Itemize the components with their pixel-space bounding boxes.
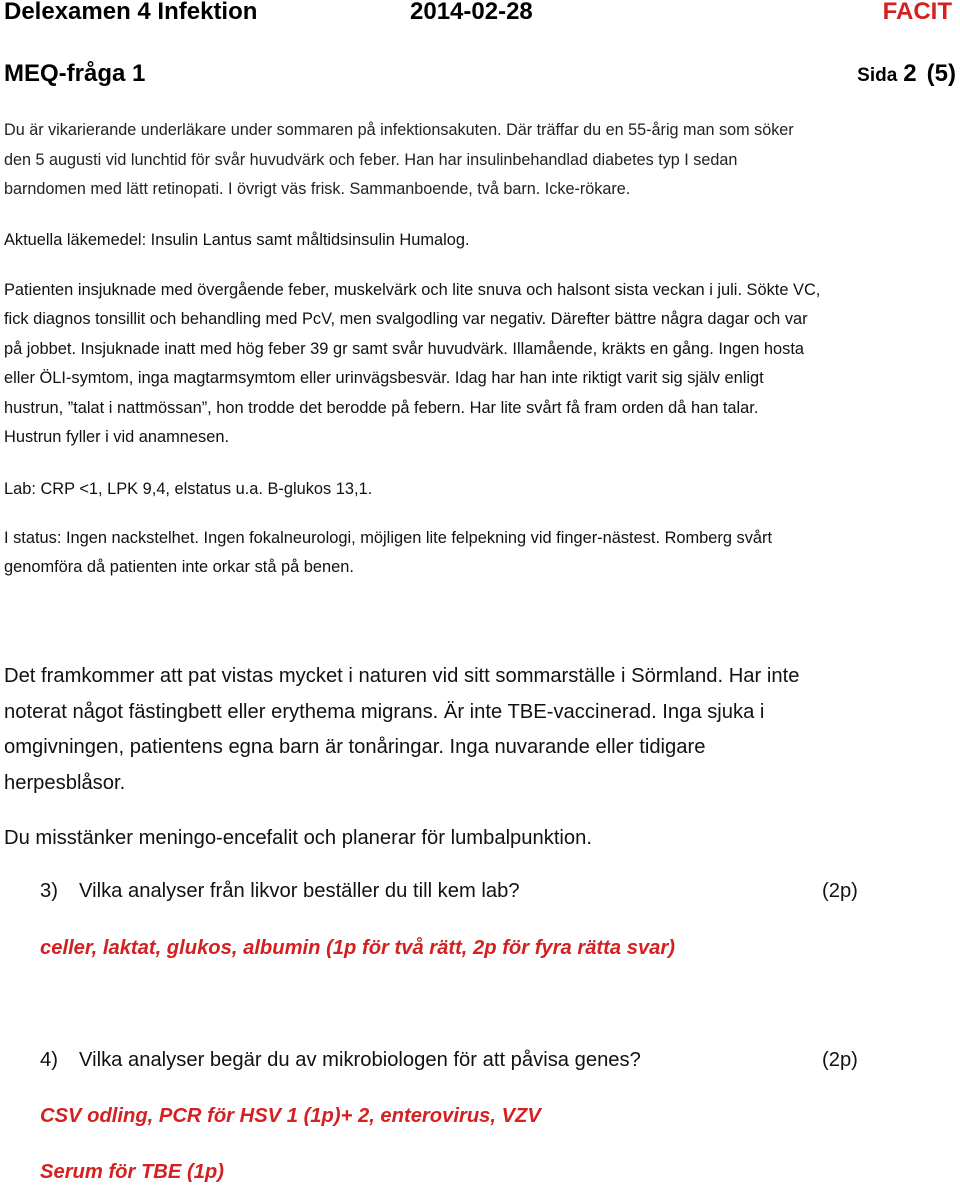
question-4-number: 4) [40, 1049, 58, 1071]
history-paragraph [4, 276, 820, 452]
exam-title: Delexamen 4 Infektion [4, 0, 258, 25]
history-line: på jobbet. Insjuknade inatt med hög feber 39 gr samt svår huvudvärk. Illamående, kräkts en gång. Ingen hosta [4, 339, 804, 358]
intro-line: den 5 augusti vid lunchtid för svår huvudvärk och feber. Han har insulinbehandlad diabetes typ I sedan [4, 150, 738, 169]
question-3-answer: celler, laktat, glukos, albumin (1p för två rätt, 2p för fyra rätta svar) [40, 937, 675, 959]
question-title: MEQ-fråga 1 [4, 60, 146, 87]
status-paragraph [4, 524, 772, 583]
question-4-points: (2p) [822, 1049, 858, 1071]
status-line: I status: Ingen nackstelhet. Ingen fokalneurologi, möjligen lite felpekning vid finger-nästest. Romberg svårt [4, 529, 773, 547]
lab-line: Lab: CRP <1, LPK 9,4, elstatus u.a. B-glukos 13,1. [4, 480, 373, 498]
question-4-answer: CSV odling, PCR för HSV 1 (1p)+ 2, enterovirus, VZV [40, 1105, 541, 1127]
intro-line: barndomen med lätt retinopati. I övrigt väs frisk. Sammanboende, två barn. Icke-rökare. [4, 180, 631, 198]
intro-paragraph [4, 116, 794, 205]
history-line: Hustrun fyller i vid anamnesen. [4, 428, 230, 447]
question-4-answer: Serum för TBE (1p) [40, 1161, 224, 1183]
history-line: eller ÖLI-symtom, inga magtarmsymtom eller urinvägsbesvär. Idag har han inte riktigt varit sig själv enligt [4, 369, 764, 388]
status-line: genomföra då patienten inte orkar stå på benen. [4, 558, 354, 577]
exposure-line: herpesblåsor. [4, 771, 126, 794]
page-label: Sida [857, 65, 898, 86]
intro-line: Du är vikarierande underläkare under sommaren på infektionsakuten. Där träffar du en 55-årig man som söker [4, 121, 794, 139]
exposure-line: Det framkommer att pat vistas mycket i naturen vid sitt sommarställe i Sörmland. Har inte [4, 665, 800, 687]
exposure-paragraph [4, 659, 799, 801]
suspicion-line: Du misstänker meningo-encefalit och planerar för lumbalpunktion. [4, 827, 592, 849]
page-indicator [857, 60, 956, 88]
question-3-text: Vilka analyser från likvor beställer du till kem lab? [79, 880, 520, 902]
facit-label: FACIT [882, 0, 952, 25]
exposure-line: noterat något fästingbett eller erythema migrans. Är inte TBE-vaccinerad. Inga sjuka i [4, 700, 765, 723]
question-3-number: 3) [40, 880, 58, 902]
question-4-text: Vilka analyser begär du av mikrobiologen för att påvisa genes? [79, 1049, 641, 1071]
history-line: fick diagnos tonsillit och behandling med PcV, men svalgodling var negativ. Därefter bättre några dagar och var [4, 310, 808, 329]
history-line: hustrun, ”talat i nattmössan”, hon trodde det berodde på febern. Har lite svårt få fram orden då han talar. [4, 398, 759, 417]
medication-line: Aktuella läkemedel: Insulin Lantus samt måltidsinsulin Humalog. [4, 231, 470, 249]
exam-date: 2014-02-28 [410, 0, 533, 25]
history-line: Patienten insjuknade med övergående feber, muskelvärk och lite snuva och halsont sista veckan i juli. Sökte VC, [4, 281, 821, 299]
exposure-line: omgivningen, patientens egna barn är tonåringar. Inga nuvarande eller tidigare [4, 736, 706, 758]
page-total: (5) [926, 60, 956, 87]
question-3-points: (2p) [822, 880, 858, 902]
page-number: 2 [903, 60, 917, 87]
